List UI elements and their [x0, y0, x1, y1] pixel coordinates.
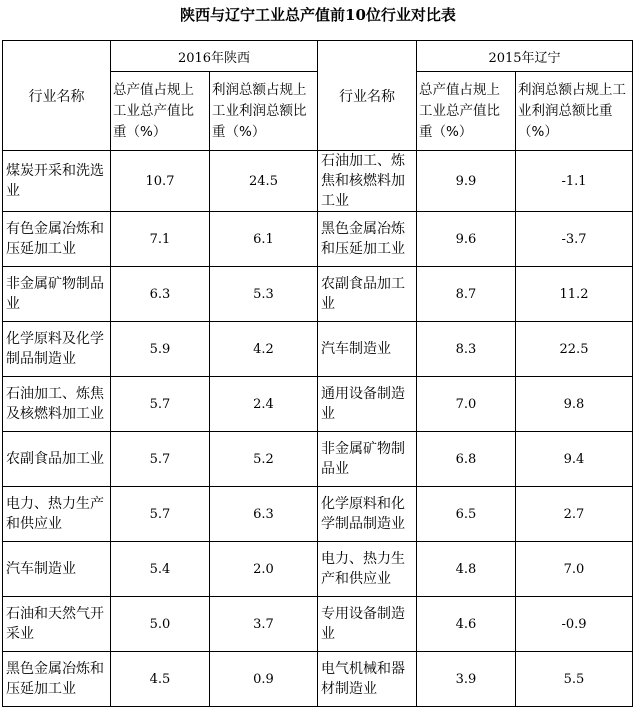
table-row: [3, 432, 633, 487]
shaanxi-profit-share: 24.5: [210, 151, 318, 212]
liaoning-profit-share: 9.8: [516, 377, 633, 432]
table-row: [3, 267, 633, 322]
shaanxi-profit-share: 2.4: [210, 377, 318, 432]
liaoning-profit-share: 7.0: [516, 542, 633, 597]
header-row-groups: [3, 41, 633, 72]
header-shaanxi-profit-share: 利润总额占规上工业利润总额比重（%）: [210, 72, 318, 151]
shaanxi-industry-name: 石油和天然气开采业: [3, 597, 111, 652]
liaoning-output-share: 8.3: [417, 322, 516, 377]
page-title: 陕西与辽宁工业总产值前10位行业对比表: [180, 6, 456, 24]
liaoning-industry-name: 电力、热力生产和供应业: [318, 542, 417, 597]
shaanxi-industry-name: 有色金属冶炼和压延加工业: [3, 212, 111, 267]
table-row: [3, 542, 633, 597]
table-row: [3, 151, 633, 212]
liaoning-output-share: 6.8: [417, 432, 516, 487]
shaanxi-output-share: 5.4: [111, 542, 210, 597]
shaanxi-output-share: 7.1: [111, 212, 210, 267]
shaanxi-industry-name: 化学原料及化学制品制造业: [3, 322, 111, 377]
header-group-shaanxi: 2016年陕西: [111, 41, 318, 72]
liaoning-industry-name: 通用设备制造业: [318, 377, 417, 432]
liaoning-industry-name: 专用设备制造业: [318, 597, 417, 652]
liaoning-profit-share: -3.7: [516, 212, 633, 267]
liaoning-industry-name: 汽车制造业: [318, 322, 417, 377]
shaanxi-profit-share: 6.3: [210, 487, 318, 542]
shaanxi-profit-share: 5.2: [210, 432, 318, 487]
liaoning-profit-share: -0.9: [516, 597, 633, 652]
shaanxi-industry-name: 电力、热力生产和供应业: [3, 487, 111, 542]
liaoning-industry-name: 化学原料和化学制品制造业: [318, 487, 417, 542]
liaoning-industry-name: 非金属矿物制品业: [318, 432, 417, 487]
shaanxi-industry-name: 汽车制造业: [3, 542, 111, 597]
shaanxi-output-share: 5.0: [111, 597, 210, 652]
shaanxi-output-share: 4.5: [111, 652, 210, 707]
shaanxi-output-share: 10.7: [111, 151, 210, 212]
header-industry-name-right: 行业名称: [318, 41, 417, 151]
table-row: [3, 322, 633, 377]
liaoning-profit-share: 9.4: [516, 432, 633, 487]
comparison-table: [2, 40, 633, 707]
table-row: [3, 212, 633, 267]
liaoning-industry-name: 农副食品加工业: [318, 267, 417, 322]
shaanxi-industry-name: 非金属矿物制品业: [3, 267, 111, 322]
shaanxi-profit-share: 3.7: [210, 597, 318, 652]
liaoning-output-share: 9.9: [417, 151, 516, 212]
liaoning-industry-name: 黑色金属冶炼和压延加工业: [318, 212, 417, 267]
liaoning-profit-share: 5.5: [516, 652, 633, 707]
header-shaanxi-output-share: 总产值占规上工业总产值比重（%）: [111, 72, 210, 151]
table-row: [3, 652, 633, 707]
shaanxi-profit-share: 0.9: [210, 652, 318, 707]
shaanxi-output-share: 5.7: [111, 487, 210, 542]
header-industry-name-left: 行业名称: [3, 41, 111, 151]
shaanxi-output-share: 5.7: [111, 432, 210, 487]
liaoning-output-share: 7.0: [417, 377, 516, 432]
table-row: [3, 597, 633, 652]
shaanxi-industry-name: 石油加工、炼焦及核燃料加工业: [3, 377, 111, 432]
liaoning-profit-share: 11.2: [516, 267, 633, 322]
shaanxi-industry-name: 黑色金属冶炼和压延加工业: [3, 652, 111, 707]
table-row: [3, 377, 633, 432]
liaoning-output-share: 8.7: [417, 267, 516, 322]
liaoning-industry-name: 石油加工、炼焦和核燃料加工业: [318, 151, 417, 212]
liaoning-output-share: 4.6: [417, 597, 516, 652]
shaanxi-profit-share: 5.3: [210, 267, 318, 322]
liaoning-profit-share: 2.7: [516, 487, 633, 542]
shaanxi-profit-share: 2.0: [210, 542, 318, 597]
liaoning-output-share: 4.8: [417, 542, 516, 597]
liaoning-profit-share: -1.1: [516, 151, 633, 212]
header-group-liaoning: 2015年辽宁: [417, 41, 633, 72]
shaanxi-profit-share: 4.2: [210, 322, 318, 377]
shaanxi-output-share: 5.7: [111, 377, 210, 432]
shaanxi-output-share: 6.3: [111, 267, 210, 322]
liaoning-profit-share: 22.5: [516, 322, 633, 377]
shaanxi-industry-name: 农副食品加工业: [3, 432, 111, 487]
shaanxi-profit-share: 6.1: [210, 212, 318, 267]
shaanxi-industry-name: 煤炭开采和洗选业: [3, 151, 111, 212]
table-row: [3, 487, 633, 542]
header-liaoning-output-share: 总产值占规上工业总产值比重（%）: [417, 72, 516, 151]
shaanxi-output-share: 5.9: [111, 322, 210, 377]
liaoning-output-share: 6.5: [417, 487, 516, 542]
liaoning-industry-name: 电气机械和器材制造业: [318, 652, 417, 707]
header-liaoning-profit-share: 利润总额占规上工业利润总额比重（%）: [516, 72, 633, 151]
liaoning-output-share: 3.9: [417, 652, 516, 707]
liaoning-output-share: 9.6: [417, 212, 516, 267]
